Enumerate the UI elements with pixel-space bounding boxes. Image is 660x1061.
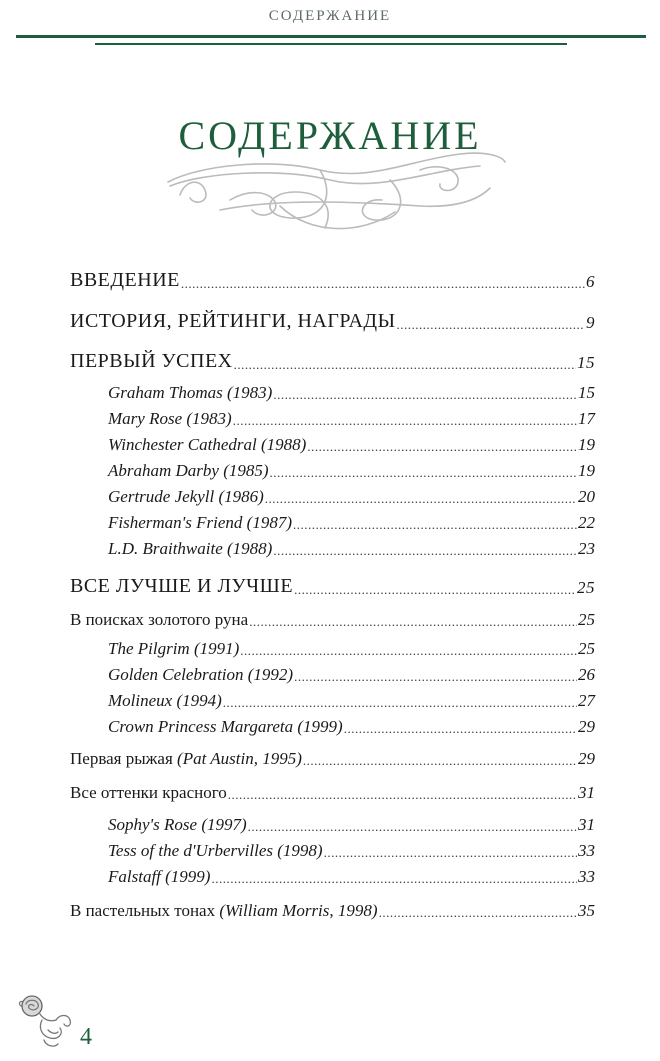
dot-leader (234, 357, 576, 373)
toc-entry[interactable] (70, 268, 595, 292)
toc-entry-title: Falstaff (1999) (108, 867, 211, 886)
toc-entry-title: Mary Rose (1983) (108, 409, 232, 428)
dot-leader (307, 439, 577, 455)
page-number: 4 (80, 1024, 92, 1050)
toc-subentry[interactable] (108, 687, 595, 711)
toc-entry-page: 33 (578, 867, 595, 886)
toc-subentry[interactable] (108, 863, 595, 887)
toc-subentry[interactable] (108, 509, 595, 533)
toc-entry-page: 9 (586, 313, 595, 332)
dot-leader (273, 387, 577, 403)
toc-entry-title: ПЕРВЫЙ УСПЕХ (70, 350, 233, 372)
toc-entry-title: В поисках золотого руна (70, 610, 249, 629)
toc-entry-page: 15 (578, 383, 595, 402)
dot-leader (211, 871, 577, 887)
toc-subentry[interactable] (108, 837, 595, 861)
toc-entry-title: Molineux (1994) (108, 691, 222, 710)
toc-entry[interactable] (70, 349, 595, 373)
toc-entry-page: 15 (577, 353, 595, 372)
toc-entry-page: 25 (578, 639, 595, 658)
dot-leader (293, 517, 577, 533)
toc-entry-page: 35 (578, 901, 595, 920)
toc-entry-page: 25 (578, 610, 595, 629)
toc-entry-title: The Pilgrim (1991) (108, 639, 240, 658)
toc-entry-title: Winchester Cathedral (1988) (108, 435, 307, 454)
page-title: СОДЕРЖАНИЕ (178, 113, 482, 158)
dot-leader (228, 787, 577, 803)
toc-entry-page: 19 (578, 461, 595, 480)
toc-subentry[interactable] (108, 811, 595, 835)
dot-leader (265, 491, 577, 507)
toc-entry-title-plain: В пастельных тонах (70, 901, 220, 920)
toc-entry[interactable] (70, 606, 595, 630)
toc-entry-page: 29 (578, 717, 595, 736)
toc-entry[interactable] (70, 309, 595, 333)
toc-entry-title: L.D. Braithwaite (1988) (108, 539, 273, 558)
toc-subentry[interactable] (108, 431, 595, 455)
toc-entry-title (70, 901, 378, 921)
toc-entry-page: 22 (578, 513, 595, 532)
dot-leader (270, 465, 577, 481)
toc-entry-page: 31 (578, 783, 595, 802)
toc-entry-page: 26 (578, 665, 595, 684)
toc-entry-title: ИСТОРИЯ, РЕЙТИНГИ, НАГРАДЫ (70, 310, 396, 332)
toc-subentry[interactable] (108, 457, 595, 481)
toc-entry[interactable] (70, 779, 595, 803)
toc-entry-title: Crown Princess Margareta (1999) (108, 717, 343, 736)
dot-leader (273, 543, 577, 559)
toc-subentry[interactable] (108, 379, 595, 403)
toc-subentry[interactable] (108, 635, 595, 659)
dot-leader (344, 721, 577, 737)
toc-entry-title: Golden Celebration (1992) (108, 665, 294, 684)
toc-entry-page: 33 (578, 841, 595, 860)
toc-subentry[interactable] (108, 483, 595, 507)
toc-entry-title: Abraham Darby (1985) (108, 461, 269, 480)
toc-entry-page: 19 (578, 435, 595, 454)
toc-entry-page: 29 (578, 749, 595, 768)
rose-ornament-icon (12, 990, 80, 1050)
dot-leader (181, 276, 585, 292)
toc-entry[interactable] (70, 745, 595, 769)
toc-entry-page: 31 (578, 815, 595, 834)
toc-entry-title: ВВЕДЕНИЕ (70, 269, 180, 291)
toc-entry-page: 27 (578, 691, 595, 710)
dot-leader (248, 819, 577, 835)
toc-entry-title: Graham Thomas (1983) (108, 383, 273, 402)
toc-entry-page: 20 (578, 487, 595, 506)
toc-entry-title: Sophy's Rose (1997) (108, 815, 247, 834)
dot-leader (379, 905, 577, 921)
toc-entry[interactable] (70, 574, 595, 598)
dot-leader (223, 695, 577, 711)
toc-entry-page: 17 (578, 409, 595, 428)
toc-entry-page: 25 (577, 578, 595, 597)
toc-entry-title-italic: (William Morris, 1998) (219, 901, 378, 920)
toc-entry[interactable] (70, 897, 595, 921)
toc-entry-page: 6 (586, 272, 595, 291)
toc-entry-title: Gertrude Jekyll (1986) (108, 487, 264, 506)
dot-leader (294, 582, 576, 598)
toc-entry-title-italic: (Pat Austin, 1995) (177, 749, 302, 768)
toc-subentry[interactable] (108, 713, 595, 737)
dot-leader (240, 643, 577, 659)
dot-leader (303, 753, 577, 769)
dot-leader (294, 669, 577, 685)
toc-entry-page: 23 (578, 539, 595, 558)
toc-entry-title: Все оттенки красного (70, 783, 227, 802)
toc-entry-title: Tess of the d'Urbervilles (1998) (108, 841, 323, 860)
toc-entry-title: Fisherman's Friend (1987) (108, 513, 293, 532)
toc-entry-title-plain: Первая рыжая (70, 749, 178, 768)
running-head: СОДЕРЖАНИЕ (268, 8, 392, 24)
dot-leader (397, 317, 585, 333)
toc-subentry[interactable] (108, 535, 595, 559)
toc-entry-title (70, 749, 302, 769)
toc-subentry[interactable] (108, 405, 595, 429)
dot-leader (249, 614, 577, 630)
dot-leader (233, 413, 577, 429)
dot-leader (324, 845, 577, 861)
toc-entry-title: ВСЕ ЛУЧШЕ И ЛУЧШЕ (70, 575, 294, 597)
toc-subentry[interactable] (108, 661, 595, 685)
